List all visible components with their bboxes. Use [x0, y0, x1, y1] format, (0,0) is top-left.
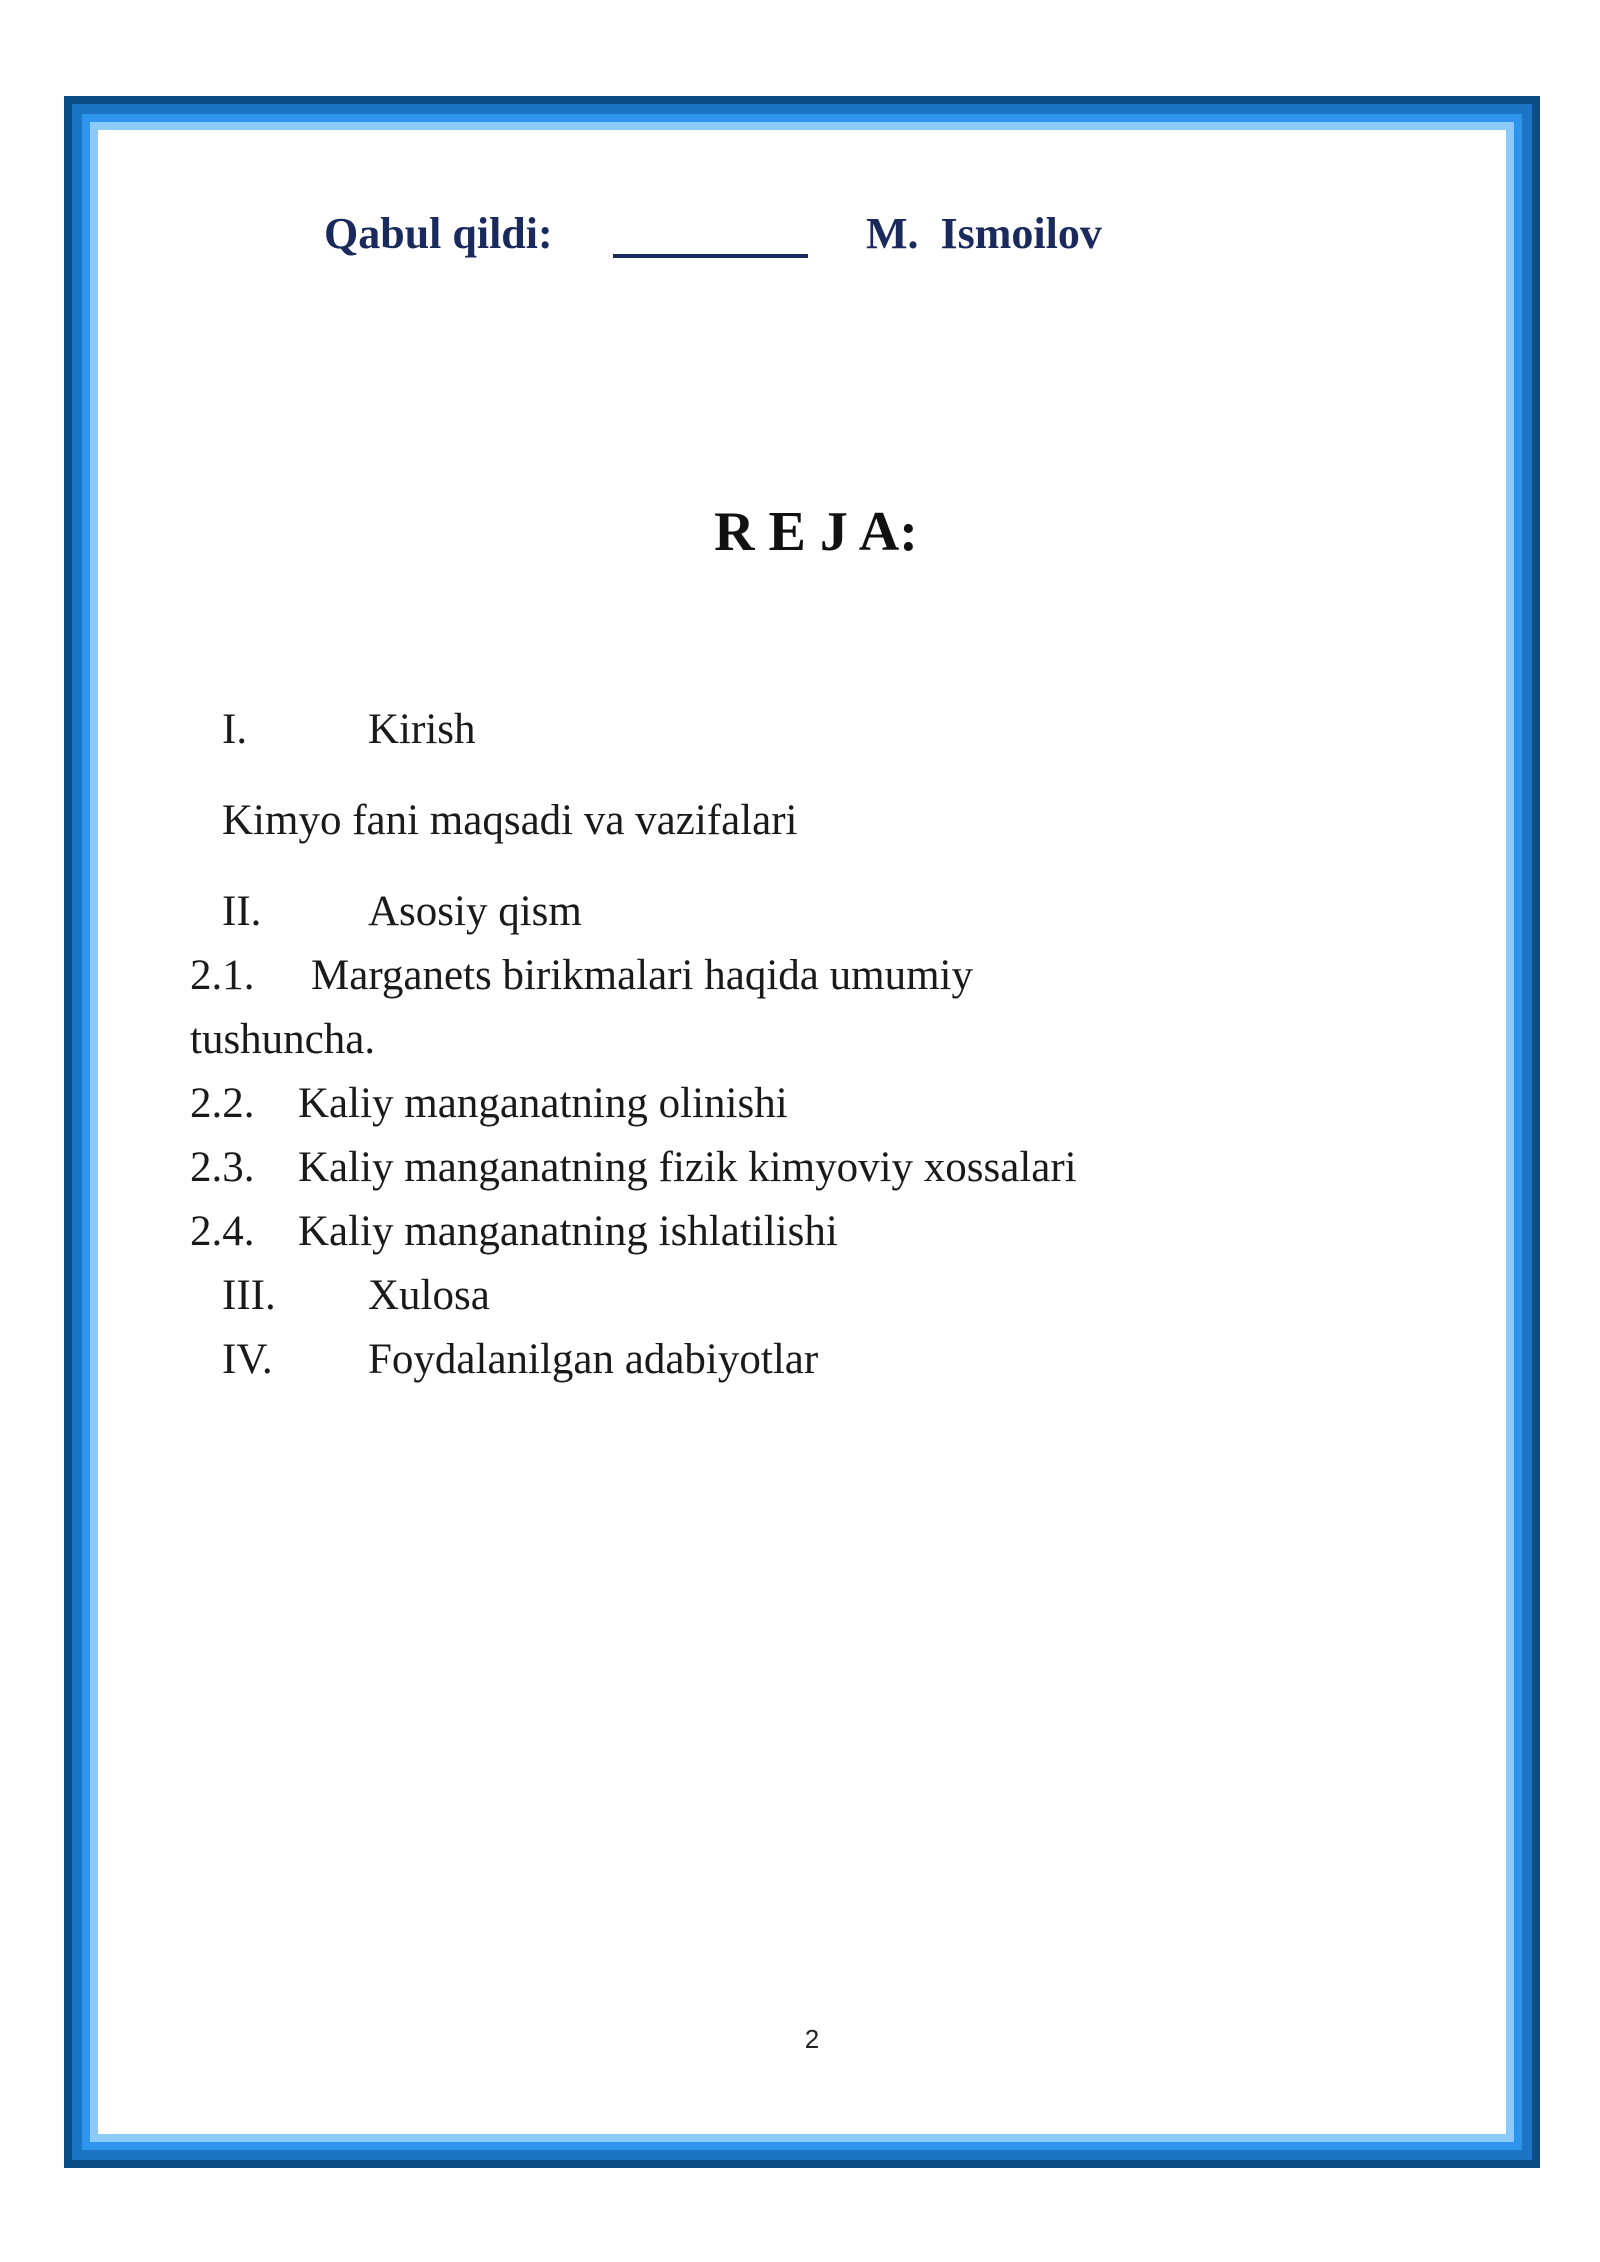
toc-item-text: Marganets birikmalari haqida umumiy — [311, 952, 973, 999]
toc-item-text: Kaliy manganatning fizik kimyoviy xossalari — [298, 1144, 1077, 1191]
toc-item-text: Kimyo fani maqsadi va vazifalari — [222, 797, 798, 844]
toc-item-number: I. — [222, 706, 248, 753]
approval-line — [98, 208, 1506, 268]
toc-item-text: Foydalanilgan adabiyotlar — [368, 1336, 819, 1383]
toc-item-text: Kaliy manganatning olinishi — [298, 1080, 788, 1127]
approver-name: M. Ismoilov — [866, 209, 1102, 258]
toc-item-number: 2.2. — [190, 1080, 255, 1127]
toc-item-number: II. — [222, 888, 262, 935]
toc-item-number: III. — [222, 1272, 276, 1319]
toc-item-text: Asosiy qism — [368, 888, 582, 935]
toc-item-number: 2.4. — [190, 1208, 255, 1255]
plan-title: R E J A: — [714, 501, 918, 563]
toc-item-text: Kirish — [368, 706, 476, 753]
page-content — [98, 130, 1506, 2134]
signature-blank — [613, 208, 808, 258]
toc-item-number: 2.1. — [190, 952, 255, 999]
page-number: 2 — [804, 2024, 820, 2054]
toc-item-text: Xulosa — [368, 1272, 490, 1319]
toc-item-text: tushuncha. — [190, 1016, 376, 1063]
toc-item-number: IV. — [222, 1336, 273, 1383]
approval-label: Qabul qildi: — [324, 209, 553, 258]
toc-item-text: Kaliy manganatning ishlatilishi — [298, 1208, 838, 1255]
toc-item-number: 2.3. — [190, 1144, 255, 1191]
